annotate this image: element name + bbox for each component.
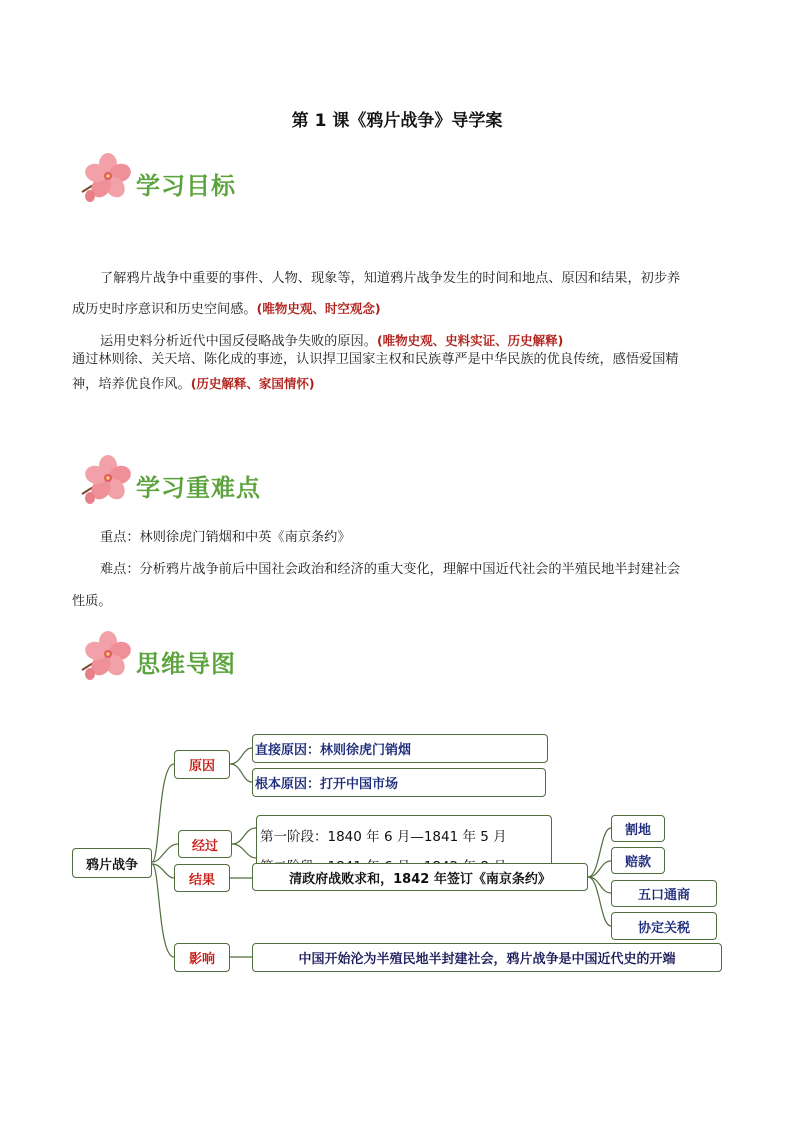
mindmap-result-term-2: 赔款: [611, 847, 665, 874]
goals-paragraph-1-tag: (唯物史观、时空观念): [256, 301, 381, 316]
goals-paragraph-2-text: 运用史料分析近代中国反侵略战争失败的原因。: [100, 334, 377, 349]
goals-paragraph-1-line-1: 了解鸦片战争中重要的事件、人物、现象等，知道鸦片战争发生的时间和地点、原因和结果，初步养: [100, 271, 681, 286]
mindmap-branch-process: 经过: [178, 830, 232, 858]
mindmap-branch-impact: 影响: [174, 943, 230, 972]
document-title: 第 1 课《鸦片战争》导学案: [291, 111, 503, 131]
section-title-mindmap: 思维导图: [136, 650, 236, 678]
goals-paragraph-3-line-1: 通过林则徐、关天培、陈化成的事迹，认识捍卫国家主权和民族尊严是中华民族的优良传统，感悟爱国精: [72, 352, 679, 367]
mindmap-process-stage-1: 第一阶段：1840 年 6 月—1841 年 5 月: [260, 829, 507, 845]
mindmap-cause-direct: 直接原因：林则徐虎门销烟: [252, 734, 548, 763]
mindmap-result-text: 清政府战败求和，1842 年签订《南京条约》: [252, 863, 588, 891]
mindmap-result-term-4: 协定关税: [611, 912, 717, 940]
goals-paragraph-3-text: 神，培养优良作风。: [72, 377, 191, 392]
mindmap-cause-root: 根本原因：打开中国市场: [252, 768, 546, 797]
mindmap-root: 鸦片战争: [72, 848, 152, 878]
difficult-point-line-2: 性质。: [72, 594, 112, 609]
key-point-text: 重点：林则徐虎门销烟和中英《南京条约》: [100, 530, 351, 545]
mindmap-result-term-3: 五口通商: [611, 880, 717, 907]
difficult-point-line-1: 难点：分析鸦片战争前后中国社会政治和经济的重大变化，理解中国近代社会的半殖民地半封建社会: [100, 562, 681, 577]
mindmap-branch-cause: 原因: [174, 750, 230, 779]
section-title-keypoints: 学习重难点: [136, 474, 261, 502]
section-title-goals: 学习目标: [136, 172, 236, 200]
goals-paragraph-1-text: 成历史时序意识和历史空间感。: [72, 302, 257, 317]
goals-paragraph-2-tag: (唯物史观、史料实证、历史解释): [376, 333, 564, 348]
mindmap-impact-text: 中国开始沦为半殖民地半封建社会，鸦片战争是中国近代史的开端: [252, 943, 722, 972]
mindmap-result-term-1: 割地: [611, 815, 665, 842]
goals-paragraph-3-tag: (历史解释、家国情怀): [190, 376, 315, 391]
mindmap-branch-result: 结果: [174, 864, 230, 892]
